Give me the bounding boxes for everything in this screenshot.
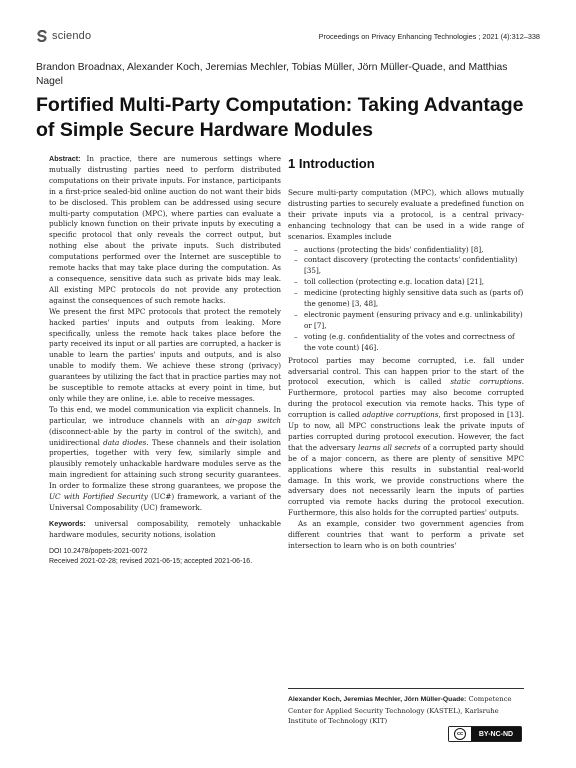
license-label: BY-NC-ND [471,727,521,741]
intro-text-2a: Protocol parties may become corrupted, i.e. fall under adversarial control. This can happen prior to the start of the protocol execution, which is called [288,355,524,387]
data-diodes-term: data diodes [103,437,147,447]
section-heading: 1 Introduction [288,156,375,171]
intro-text-2b: . Furthermore, protocol parties may also become corrupted during the protocol execution via remote hacks. This type of corruption is called [288,377,524,420]
list-item: – medicine (protecting highly sensitive data such as (parts of) the genome) [3, 48], [288,288,524,310]
footnote-affiliation: Competence Center for Applied Security Technology (KASTEL), Karlsruhe Institute of Technology (KIT) [288,695,512,725]
author-list: Brandon Broadnax, Alexander Koch, Jeremias Mechler, Tobias Müller, Jörn Müller-Quade, and Matthias Nagel [36,62,508,87]
page-header [36,30,540,46]
intro-text-2c: , first proposed in [13]. Up to now, all MPC constructions leak the private inputs of parties corrupted during protocol execution. However, the fact that the adversary [288,410,524,452]
abstract-text-3d: (UC#) framework, a variant of the Universal Composability (UC) framework. [49,492,281,512]
abstract-paragraph-3 [49,405,281,514]
license-badge[interactable] [448,726,522,742]
affiliation-footnote [288,688,524,727]
abstract-text-3b: (disconnect-able by the party in control of the switch), and unidirectional [49,426,281,447]
list-item: – toll collection (protecting e.g. location data) [21], [288,277,524,288]
abstract-text-3a: To this end, we model communication via explicit channels. In particular, we introduce channels with an [49,404,281,425]
list-item: – contact discovery (protecting the contacts' confidentiality) [35], [288,255,524,277]
list-item: – auctions (protecting the bids' confidentiality) [8], [288,245,524,256]
introduction-column [288,154,524,552]
keywords [49,519,281,541]
footnote-names: Alexander Koch, Jeremias Mechler, Jörn Müller-Quade: [288,696,467,703]
learns-all-secrets-term: learns all secrets [358,442,421,452]
static-corruptions-term: static corruptions [450,377,522,387]
adaptive-corruptions-term: adaptive corruptions [362,410,439,420]
keywords-text: universal composability, remotely unhackable hardware modules, security notions, isolation [49,518,281,539]
intro-paragraph-1: Secure multi-party computation (MPC), which allows mutually distrusting parties to securely evaluate a predefined function on their private inputs via a protocol, is a central privacy-enhancing technology that can be used in a wide range of scenarios. Examples include [288,188,524,241]
sciendo-logo-icon [36,30,48,42]
abstract-text-3c: . These channels and their isolation properties, together with very few, similarly simple and plausibly remotely unhackable hardware modules serve as the main ingredient for attaining such strong security guarantees. In order to formalize these strong guarantees, we propose the [49,437,282,491]
list-item: – voting (e.g. confidentiality of the votes and correctness of the vote count) [46]. [288,332,524,354]
list-item: – electronic payment (ensuring privacy and e.g. unlinkability) or [7], [288,310,524,332]
uc-fortified-term: UC with Fortified Security [49,492,148,502]
keywords-label: Keywords: [49,518,86,528]
application-list [288,245,524,354]
abstract-label: Abstract: [49,154,81,163]
paper-title: Fortified Multi-Party Computation: Taking Advantage of Simple Secure Hardware Modules [36,94,524,141]
air-gap-term: air-gap switch [225,415,282,425]
cc-icon-area [449,727,471,741]
intro-text-2d: of a corrupted party should be of a major concern, as there are plenty of sensitive MPC applications where this results in substantial real-world damage. In this work, we provide constructions where the adversary does not necessarily learn the inputs of parties corrupted via remote hacks during the protocol execution. Furthermore, this also holds for the corrupted parties' outputs. [288,442,525,518]
abstract-text-1: In practice, there are numerous settings where mutually distrusting parties need to perform distributed computations on their private inputs. For instance, participants in a first-price sealed-bid online auction do not want their bids to be disclosed. This problem can be addressed using secure multi-party computation (MPC), where parties can evaluate a publicly known function on their private inputs by executing a specific protocol that only reveals the correct output, but nothing else about the private inputs. Such distributed computations performed over the Internet are susceptible to remote hacks that may take place during the computation. As a consequence, sensitive data such as private bids may leak. All existing MPC protocols do not provide any protection against the consequences of such remote hacks. [49,154,281,305]
creative-commons-icon: cc [454,728,466,740]
intro-paragraph-2 [288,356,524,520]
abstract-column [49,154,281,567]
intro-paragraph-3: As an example, consider two government agencies from different countries that want to perform a private set intersection to learn who is on both countries' [288,519,524,550]
doi: DOI 10.2478/popets-2021-0072 [49,547,148,555]
submission-dates: Received 2021-02-28; revised 2021-06-15; accepted 2021-06-16. [49,557,253,565]
abstract-paragraph-1 [49,154,281,307]
journal-citation: Proceedings on Privacy Enhancing Technologies ; 2021 (4):312–338 [318,32,540,41]
logo-text: sciendo [52,30,92,42]
abstract-paragraph-2: We present the first MPC protocols that protect the remotely hacked parties' inputs and outputs from leaking. More specifically, unless the remote hack takes place before the party received its input or all parties are corrupted, a hacker is unable to learn the parties' inputs and outputs, and is also unable to modify them. We achieve these strong (privacy) guarantees by utilizing the fact that in practice parties may not be susceptible to remote attacks at every point in time, but only while they are online, i.e. able to receive messages. [49,306,281,403]
publisher-logo [36,30,91,42]
